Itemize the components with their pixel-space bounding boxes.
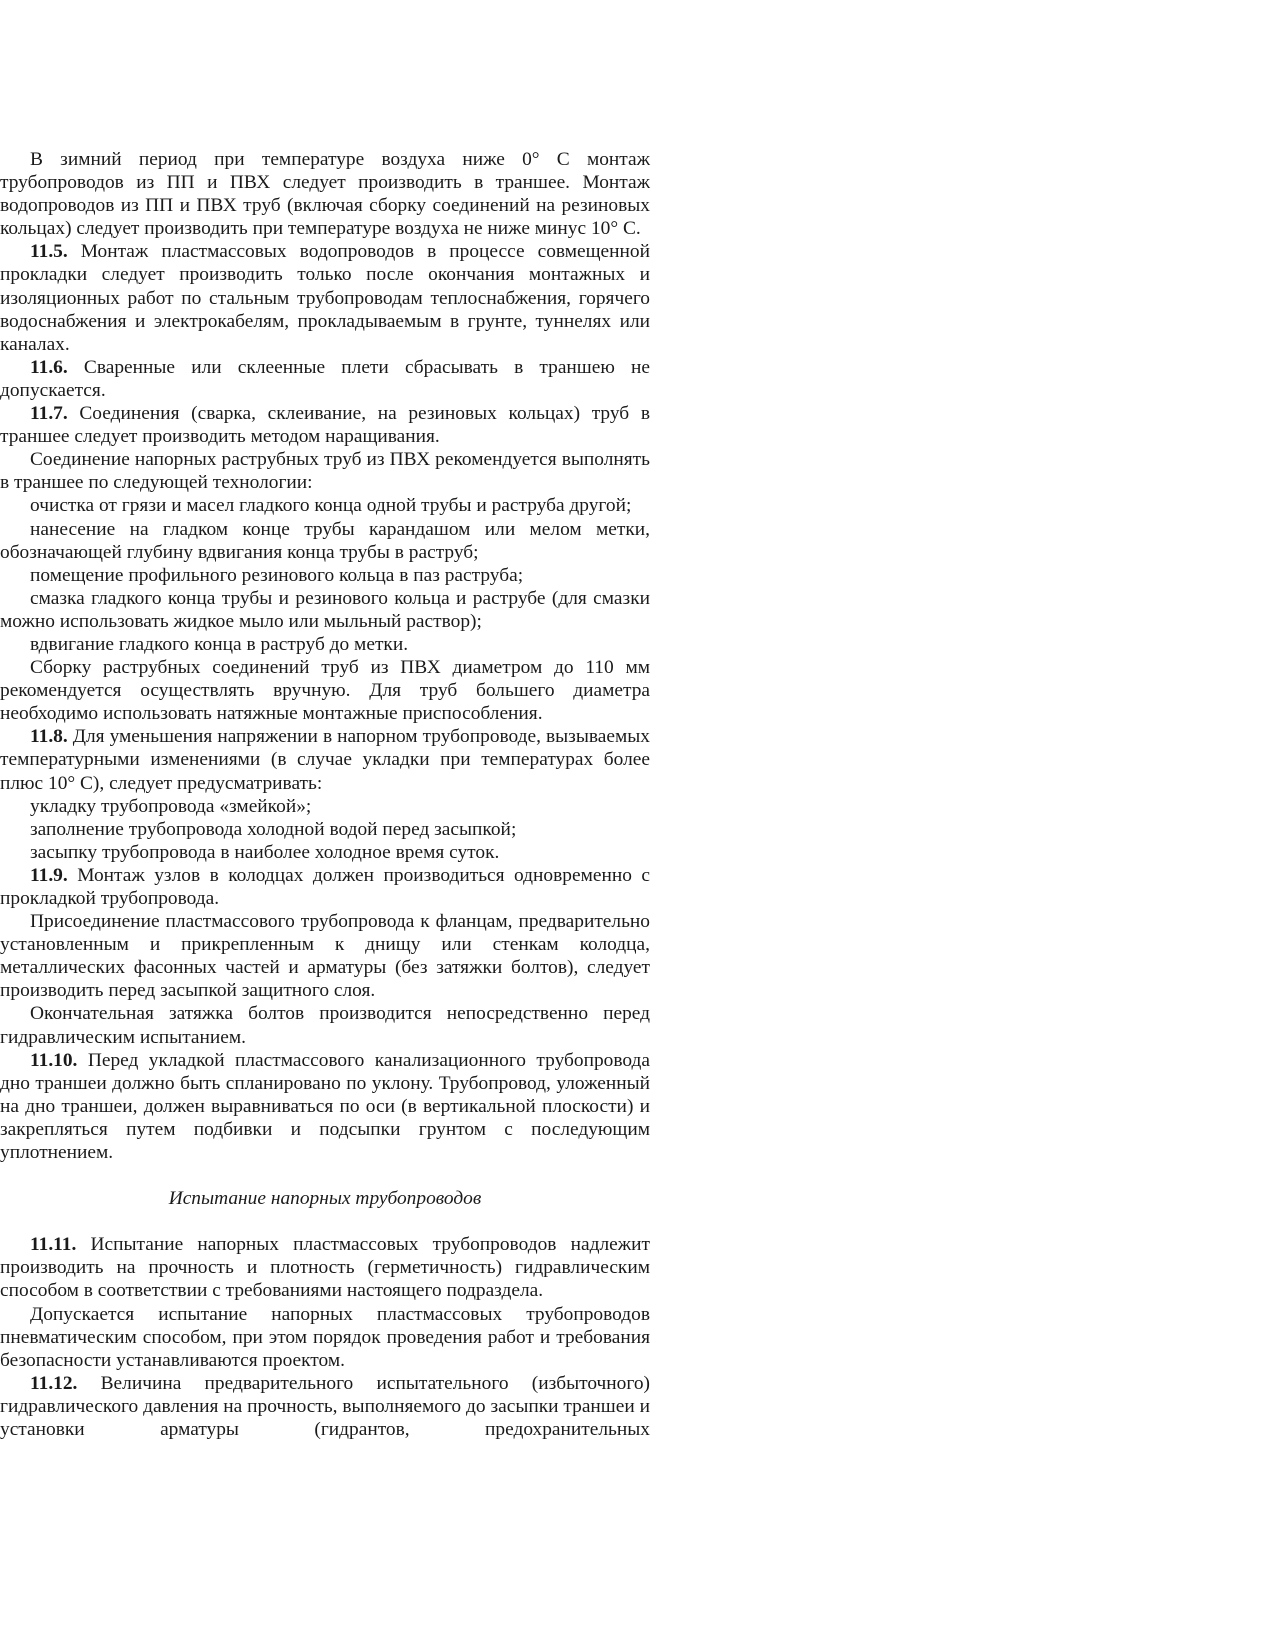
clause-number: 11.7. — [30, 403, 68, 425]
paragraph — [0, 725, 650, 794]
paragraph-text: вдвигание гладкого конца в раструб до метки. — [30, 633, 409, 655]
clause-number: 11.11. — [30, 1234, 77, 1256]
paragraph — [0, 240, 650, 355]
section-heading: Испытание напорных трубопроводов — [168, 1188, 482, 1210]
paragraph — [0, 1002, 650, 1048]
list-item — [0, 841, 650, 864]
paragraph-text: Монтаж узлов в колодцах должен производиться одновременно с прокладкой трубопровода. — [0, 864, 650, 909]
document-page — [0, 148, 650, 1441]
paragraph — [0, 1303, 650, 1372]
list-item — [0, 633, 650, 656]
paragraph-text: В зимний период при температуре воздуха ниже 0° С монтаж трубопроводов из ПП и ПВХ следует производить в траншее. Монтаж водопроводов из ПП и ПВХ труб (включая сборку соединений на резиновых кольцах) следует производить при температуре воздуха не ниже минус 10° С. — [0, 149, 650, 240]
list-item — [0, 795, 650, 818]
clause-number: 11.9. — [30, 864, 68, 886]
paragraph-text: Соединение напорных раструбных труб из ПВХ рекомендуется выполнять в траншее по следующей технологии: — [0, 449, 650, 494]
paragraphs-before-heading — [0, 148, 650, 1164]
list-item — [0, 564, 650, 587]
paragraph — [0, 1372, 650, 1441]
paragraph-text: Монтаж пластмассовых водопроводов в процессе совмещенной прокладки следует производить только после окончания монтажных и изоляционных работ по стальным трубопроводам теплоснабжения, горячего водоснабжения и электрокабелям, прокладываемым в грунте, туннелях или каналах. — [0, 241, 650, 355]
paragraph-text: Допускается испытание напорных пластмассовых трубопроводов пневматическим способом, при этом порядок проведения работ и требования безопасности устанавливаются проектом. — [0, 1303, 650, 1371]
paragraph-text: Сборку раструбных соединений труб из ПВХ диаметром до 110 мм рекомендуется осуществлять вручную. Для труб большего диаметра необходимо использовать натяжные монтажные приспособления. — [0, 657, 650, 725]
paragraph — [0, 910, 650, 1002]
list-item — [0, 587, 650, 633]
clause-number: 11.5. — [30, 241, 68, 263]
paragraph-text: очистка от грязи и масел гладкого конца одной трубы и раструба другой; — [30, 495, 632, 517]
list-item — [0, 494, 650, 517]
paragraph-text: Величина предварительного испытательного (избыточного) гидравлического давления на прочность, выполняемого до засыпки траншеи и установки арматуры (гидрантов, предохранительных — [0, 1372, 650, 1440]
paragraph — [0, 402, 650, 448]
paragraph-text: Для уменьшения напряжении в напорном трубопроводе, вызываемых температурными изменениями (в случае укладки при температурах более плюс 10° С), следует предусматривать: — [0, 726, 650, 794]
paragraph — [0, 448, 650, 494]
clause-number: 11.8. — [30, 726, 68, 748]
list-item — [0, 818, 650, 841]
paragraph-text: Окончательная затяжка болтов производится непосредственно перед гидравлическим испытанием. — [0, 1003, 650, 1048]
paragraph-text: Перед укладкой пластмассового канализационного трубопровода дно траншеи должно быть спланировано по уклону. Трубопровод, уложенный на дно траншеи, должен выравниваться по оси (в вертикальной плоскости) и закрепляться путем подбивки и подсыпки грунтом с последующим уплотнением. — [0, 1049, 650, 1164]
clause-number: 11.10. — [30, 1049, 78, 1071]
paragraph-text: Соединения (сварка, склеивание, на резиновых кольцах) труб в траншее следует производить методом наращивания. — [0, 403, 650, 448]
paragraph — [0, 1233, 650, 1302]
paragraph-text: нанесение на гладком конце трубы карандашом или мелом метки, обозначающей глубину вдвигания конца трубы в раструб; — [0, 518, 650, 563]
clause-number: 11.12. — [30, 1372, 78, 1394]
paragraph-text: Сваренные или склеенные плети сбрасывать в траншею не допускается. — [0, 356, 650, 401]
paragraph — [0, 356, 650, 402]
paragraph — [0, 1049, 650, 1164]
paragraph-text: укладку трубопровода «змейкой»; — [30, 795, 312, 817]
paragraph-text: засыпку трубопровода в наиболее холодное время суток. — [30, 841, 500, 863]
paragraph-text: смазка гладкого конца трубы и резинового кольца и раструбе (для смазки можно использовать жидкое мыло или мыльный раствор); — [0, 587, 650, 632]
clause-number: 11.6. — [30, 356, 68, 378]
paragraph-text: заполнение трубопровода холодной водой перед засыпкой; — [30, 818, 517, 840]
paragraph — [0, 148, 650, 240]
paragraph-text: помещение профильного резинового кольца в паз раструба; — [30, 564, 524, 586]
list-item — [0, 518, 650, 564]
paragraph — [0, 656, 650, 725]
paragraph — [0, 864, 650, 910]
paragraph-text: Испытание напорных пластмассовых трубопроводов надлежит производить на прочность и плотность (герметичность) гидравлическим способом в соответствии с требованиями настоящего подраздела. — [0, 1234, 650, 1302]
paragraphs-after-heading — [0, 1233, 650, 1441]
paragraph-text: Присоединение пластмассового трубопровода к фланцам, предварительно установленным и прикрепленным к днищу или стенкам колодца, металлических фасонных частей и арматуры (без затяжки болтов), следует производить перед засыпкой защитного слоя. — [0, 911, 650, 1002]
